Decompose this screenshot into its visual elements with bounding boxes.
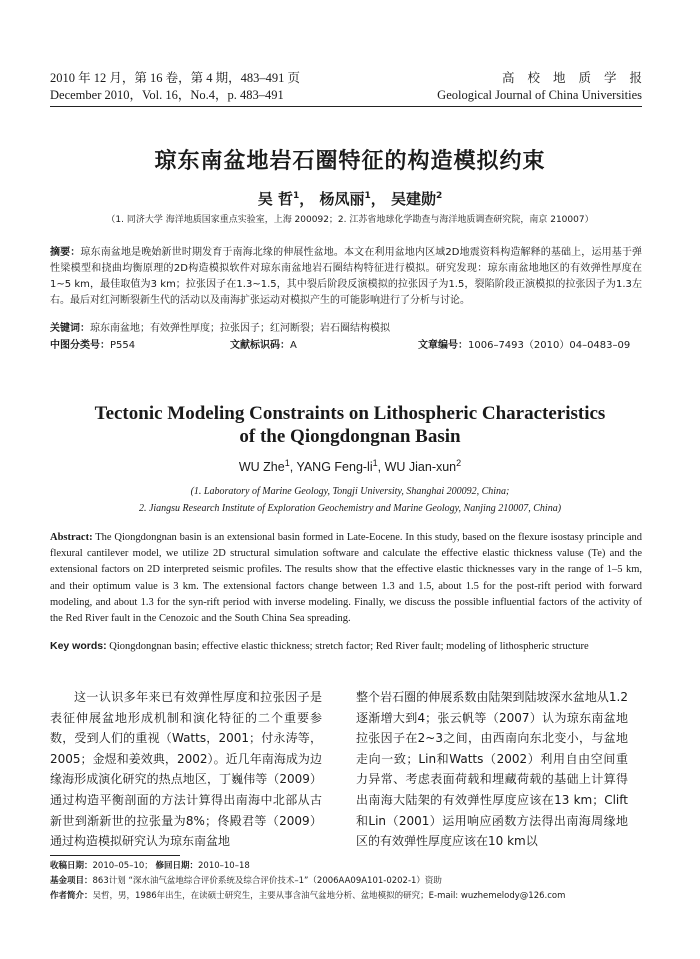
body-column-right: 整个岩石圈的伸展系数由陆架到陆坡深水盆地从1.2逐渐增大到4；张云帆等（2007）认为琼东南盆地拉张因子在2~3之间，由西南向东北变小，与盆地走向一致；Lin和Watts（2002）利用自由空间重力异常、考虑表面荷载和埋藏荷载的基础上计算得出南海大陆架的有效弹性厚度应该在13 km；Clift和Lin（2001）运用响应函数方法得出南海周缘地区的有效弹性厚度应该在10 km以 [356, 690, 628, 849]
affiliation-en: (1. Laboratory of Marine Geology, Tongji University, Shanghai 200092, China; 2. Jiangsu Research Institute of Exploration Geochemistry and Marine Geology, Nanjing 210007, China) [138, 486, 562, 514]
author-name: 吴 哲 [257, 190, 293, 208]
keywords-cn-text: 琼东南盆地；有效弹性厚度；拉张因子；红河断裂；岩石圈结构模拟 [90, 323, 390, 334]
abstract-cn-text: 琼东南盆地是晚始新世时期发育于南海北缘的伸展性盆地。本文在利用盆地内区域2D地震资料构造解释的基础上，运用基于弹性梁模型和挠曲均衡原理的2D构造模拟软件对琼东南盆地岩石圈结构特征进行模拟。研究发现：琼东南盆地地区的有效弹性厚度在1~5 km，最佳取值为3 km；拉张因子在1.3~1.5，其中裂后阶段反演模拟的拉张因子为1.5，裂陷阶段正演模拟的拉张因子为1.3左右。最后对红河断裂新生代的活动以及南海扩张运动对模拟产生的可能影响进行了分析与讨论。 [50, 247, 643, 306]
article-number: 文章编号：1006–7493（2010）04–0483–09 [418, 340, 631, 351]
body-column-left: 这一认识多年来已有效弹性厚度和拉张因子是表征伸展盆地形成机制和演化特征的二个重要参数，受到人们的重视（Watts，2001；付永涛等，2005；金煜和姜效典，2002）。近几年南海成为边缘海形成演化研究的热点地区，丁巍伟等（2009）通过构造平衡剖面的方法计算得出南海中北部从古新世到渐新世的拉张量为8%；佟殿君等（2009）通过构造模拟研究认为琼东南盆地 [50, 690, 322, 849]
document-code: 文献标识码：A [230, 340, 297, 351]
citation-header [50, 70, 300, 104]
footnote-author-bio: 作者简介：吴哲，男，1986年出生，在读硕士研究生，主要从事含油气盆地分析、盆地模拟的研究；E-mail: wuzhemelody@126.com [50, 891, 566, 901]
journal-name-en: Geological Journal of China Universities [437, 88, 642, 102]
author-name: 吴建勋 [390, 190, 436, 208]
header-divider [50, 106, 642, 107]
keywords-en-text: Qiongdongnan basin; effective elastic thickness; stretch factor; Red River fault; modeling of lithospheric structure [109, 641, 589, 652]
abstract-en-text: The Qiongdongnan basin is an extensional basin formed in Late-Eocene. In this study, based on the flexure isostasy principle and flexural cantilever model, we utilize 2D structural simulation software and calculate the effective elastic thickness valuse (Te) and the extensional factors on 2D interpreted seismic profiles. The results show that the effective elastic thicknesses vary in the range of 1–5 km, and their optimum value is 3 km. The extensional factors change between 1.3 and 1.5, about 1.5 for the post-rift period with forward modeling, and about 1.3 for the syn-rift period with inverse modeling. Finally, we discuss the possible influential factors of the activity of the Red River fault in the Cenozoic and the South China Sea spreading. [50, 532, 643, 625]
footnote-divider [50, 855, 180, 856]
affiliation-cn: （1. 同济大学 海洋地质国家重点实验室，上海 200092；2. 江苏省地球化学勘查与海洋地质调查研究院，南京 210007） [106, 215, 594, 225]
author-name: YANG Feng-li [296, 460, 373, 474]
author-affil-mark: 1 [364, 191, 371, 201]
author-affil-mark: 1 [292, 191, 300, 201]
paper-title-cn: 琼东南盆地岩石圈特征的构造模拟约束 [154, 149, 546, 174]
clc-number: 中图分类号：P554 [50, 340, 136, 351]
journal-name-cn: 高校地质学报 [501, 71, 655, 85]
author-affil-mark: 2 [456, 457, 462, 468]
citation-cn: 2010 年 12 月，第 16 卷，第 4 期，483–491 页 [50, 71, 301, 85]
footnote-dates: 收稿日期：2010–05–10； 修回日期：2010–10–18 [50, 861, 250, 871]
author-list-cn: 吴 哲$^1$， 杨凤丽$^1$， 吴建勋$^2$ [257, 190, 443, 208]
abstract-cn [50, 245, 642, 309]
journal-header [437, 70, 655, 104]
keywords-cn [50, 320, 642, 337]
author-name: WU Zhe [238, 460, 285, 474]
paper-title-en: Tectonic Modeling Constraints on Lithospheric Characteristics of the Qiongdongnan Basin [94, 403, 606, 447]
footnote-funding: 基金项目：863计划 “深水油气盆地综合评价系统及综合评价技术–1”（2006AA09A101-0202-1）资助 [50, 876, 442, 886]
author-affil-mark: 2 [436, 191, 443, 201]
abstract-en-label: Abstract: [50, 532, 93, 543]
keywords-en-label: Key words: [50, 640, 107, 652]
author-list-en: WU Zhe$^1$, YANG Feng-$li^1$, WU Jian-xun$^2$ [238, 457, 462, 474]
abstract-cn-label: 摘要： [50, 247, 81, 258]
author-name: 杨凤丽 [319, 190, 365, 208]
author-affil-mark: 1 [372, 457, 378, 468]
author-name: WU Jian-xun [384, 460, 457, 474]
keywords-cn-label: 关键词： [50, 323, 90, 334]
author-affil-mark: 1 [284, 457, 290, 468]
citation-en: December 2010，Vol. 16，No.4，p. 483–491 [50, 88, 284, 102]
keywords-en [50, 638, 642, 655]
abstract-en [50, 530, 642, 627]
